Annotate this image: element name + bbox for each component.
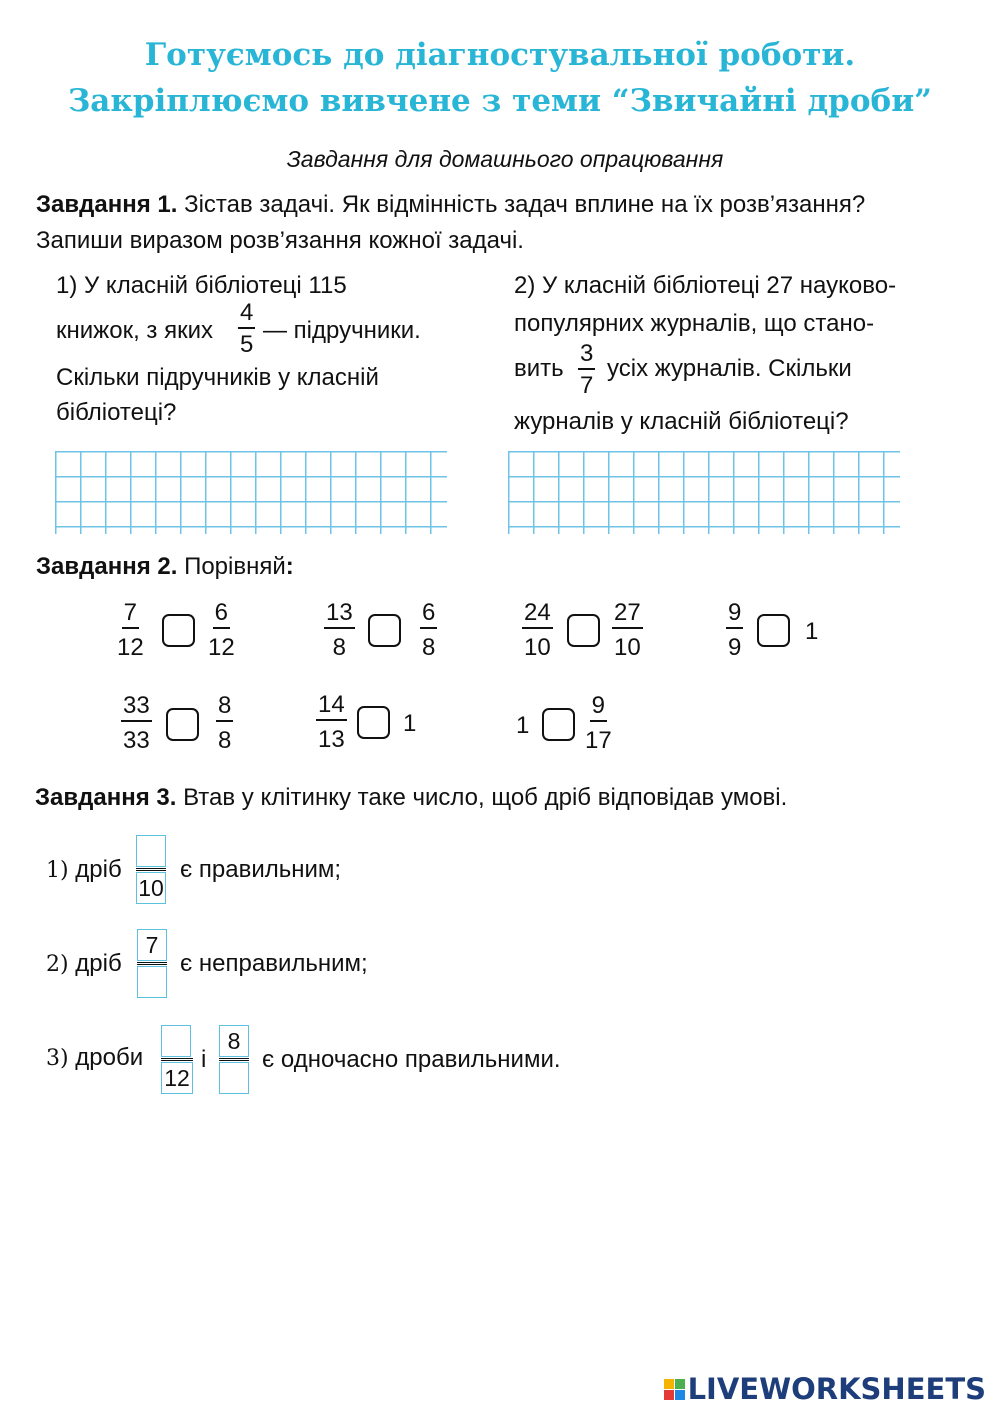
problem1-line2-before: книжок, з яких xyxy=(56,317,213,344)
task3-item3-word: дроби xyxy=(68,1044,144,1071)
cmp-r1-3-right xyxy=(612,600,643,661)
frac-den: 10 xyxy=(614,634,641,661)
cmp-r2-3-left-whole: 1 xyxy=(516,712,530,739)
task3-item3-numerator2: 8 xyxy=(219,1025,249,1057)
page-title-line-2: Закріплюємо вивчене з теми “Звичайні дроби” xyxy=(67,83,933,119)
cmp-r2-3-right xyxy=(585,693,612,754)
frac-num: 6 xyxy=(420,600,437,629)
task3-item3-condition: є одночасно правильними. xyxy=(262,1046,561,1073)
logo-square xyxy=(675,1379,685,1389)
compare-box-r2-3[interactable] xyxy=(542,708,575,741)
task1-label: Завдання 1. xyxy=(36,191,178,218)
logo-squares-icon xyxy=(664,1379,685,1400)
task3-item1-numerator-input[interactable] xyxy=(136,835,166,867)
task1-text-line2: Запиши виразом розв’язання кожної задачі. xyxy=(36,227,524,254)
logo-square xyxy=(664,1390,674,1400)
logo-text: LIVEWORKSHEETS xyxy=(687,1372,986,1406)
task3-item2-condition: є неправильним; xyxy=(180,950,368,977)
task3-item3-conjunction: і xyxy=(201,1046,207,1073)
frac-num: 13 xyxy=(324,600,355,629)
task1-instructions xyxy=(36,187,986,259)
task3-item3-number: 3) xyxy=(46,1046,69,1071)
frac-num: 6 xyxy=(213,600,230,629)
compare-box-r1-1[interactable] xyxy=(162,614,195,647)
logo-square xyxy=(664,1379,674,1389)
compare-box-r1-3[interactable] xyxy=(567,614,600,647)
compare-box-r2-2[interactable] xyxy=(357,706,390,739)
cmp-r1-4-left xyxy=(726,600,743,661)
cmp-r1-1-right xyxy=(208,600,235,661)
task3-instructions xyxy=(35,780,787,816)
compare-box-r1-2[interactable] xyxy=(368,614,401,647)
problem2-line2: популярних журналів, що стано- xyxy=(514,310,875,337)
frac-den: 9 xyxy=(728,634,742,661)
problem2-line4: журналів у класній бібліотеці? xyxy=(514,408,849,435)
task2-colon: : xyxy=(285,553,294,580)
task2-label: Завдання 2. xyxy=(36,553,178,580)
problem2-line3-before: вить xyxy=(514,355,564,382)
frac-den: 10 xyxy=(524,634,551,661)
compare-box-r2-1[interactable] xyxy=(166,708,199,741)
frac-num: 14 xyxy=(316,692,347,721)
task3-item3-prefix xyxy=(46,1044,143,1072)
fraction-bar xyxy=(219,1058,249,1061)
task3-item2-word: дріб xyxy=(68,950,122,977)
frac-den: 8 xyxy=(332,634,347,661)
task3-item1-number: 1) xyxy=(46,858,69,883)
page-subtitle: Завдання для домашнього опрацювання xyxy=(286,146,724,172)
cmp-r1-2-right xyxy=(420,600,437,661)
cmp-r2-2-left xyxy=(316,692,347,753)
cmp-r2-2-right-whole: 1 xyxy=(403,710,417,737)
problem2-frac-den: 7 xyxy=(580,372,594,399)
problem1-frac-den: 5 xyxy=(240,331,254,358)
liveworksheets-logo xyxy=(664,1372,986,1406)
frac-den: 8 xyxy=(422,634,436,661)
page-title-line-1: Готуємось до діагностувальної роботи. xyxy=(144,37,856,73)
task3-item2-prefix xyxy=(46,950,122,978)
task3-text: Втав у клітинку таке число, щоб дріб відповідав умові. xyxy=(176,784,788,811)
frac-num: 33 xyxy=(121,693,152,722)
frac-den: 17 xyxy=(585,727,612,754)
fraction-bar xyxy=(136,868,166,871)
answer-grid-1[interactable] xyxy=(55,451,447,534)
frac-den: 8 xyxy=(218,727,232,754)
compare-box-r1-4[interactable] xyxy=(757,614,790,647)
frac-num: 8 xyxy=(216,693,233,722)
cmp-r1-2-left xyxy=(324,600,355,661)
task3-item2-denominator-input[interactable] xyxy=(137,966,167,998)
frac-num: 7 xyxy=(122,600,139,629)
task3-item2-numerator: 7 xyxy=(137,929,167,961)
frac-den: 13 xyxy=(318,726,345,753)
problem1-line4: бібліотеці? xyxy=(56,399,177,426)
task3-item3-numerator1-input[interactable] xyxy=(161,1025,191,1057)
frac-num: 9 xyxy=(590,693,607,722)
task1-text-line1: Зістав задачі. Як відмінність задач вплине на їх розв’язання? xyxy=(177,191,866,218)
task3-item1-word: дріб xyxy=(68,856,122,883)
frac-den: 12 xyxy=(208,634,235,661)
frac-den: 12 xyxy=(117,634,144,661)
problem1-fraction xyxy=(238,300,255,358)
task2-instructions xyxy=(36,549,294,585)
task3-item3-denominator2-input[interactable] xyxy=(219,1062,249,1094)
fraction-bar xyxy=(578,368,595,370)
fraction-bar xyxy=(238,327,255,329)
problem1-line1: 1) У класній бібліотеці 115 xyxy=(56,272,347,299)
frac-den: 33 xyxy=(123,727,150,754)
task3-item3-denominator1: 12 xyxy=(161,1062,193,1094)
logo-square xyxy=(675,1390,685,1400)
answer-grid-2[interactable] xyxy=(508,451,900,534)
problem2-line3-after: усіх журналів. Скільки xyxy=(607,355,852,382)
task3-label: Завдання 3. xyxy=(35,784,177,811)
frac-num: 27 xyxy=(612,600,643,629)
cmp-r2-1-right xyxy=(216,693,233,754)
task3-item1-condition: є правильним; xyxy=(180,856,342,883)
problem2-frac-num: 3 xyxy=(580,340,594,367)
cmp-r2-1-left xyxy=(121,693,152,754)
fraction-bar xyxy=(137,962,167,965)
task2-text: Порівняй xyxy=(177,553,286,580)
problem1-line2-after: — підручники. xyxy=(263,317,421,344)
task3-item1-prefix xyxy=(46,856,122,884)
problem1-line3: Скільки підручників у класній xyxy=(56,364,379,391)
frac-num: 24 xyxy=(522,600,553,629)
frac-num: 9 xyxy=(726,600,743,629)
problem2-fraction xyxy=(578,341,595,399)
fraction-bar xyxy=(161,1058,193,1061)
problem1-frac-num: 4 xyxy=(240,299,254,326)
task3-item1-denominator: 10 xyxy=(136,872,166,904)
cmp-r1-3-left xyxy=(522,600,553,661)
cmp-r1-4-right-whole: 1 xyxy=(805,618,819,645)
problem2-line1: 2) У класній бібліотеці 27 науково- xyxy=(514,272,897,299)
cmp-r1-1-left xyxy=(117,600,144,661)
task3-item2-number: 2) xyxy=(46,952,69,977)
